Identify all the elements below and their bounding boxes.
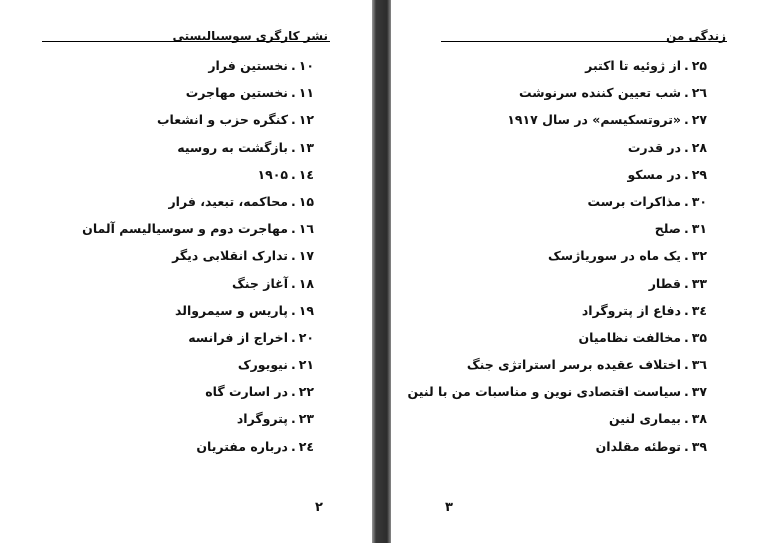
toc-entry-title: بازگشت به روسیه: [177, 139, 288, 155]
toc-entry-separator: .: [683, 139, 689, 155]
toc-entry-title: دفاع از پتروگراد: [581, 302, 681, 318]
toc-entry-separator: .: [683, 112, 689, 128]
toc-entry-separator: .: [683, 248, 689, 264]
toc-entry: [14, 324, 314, 351]
toc-entry-separator: .: [683, 329, 689, 345]
toc-entry-title: بیماری لنین: [608, 411, 681, 427]
toc-entry: [387, 297, 707, 324]
toc-entry: [387, 433, 707, 460]
toc-entry-title: اخراج از فرانسه: [188, 329, 288, 345]
right-toc-list: [387, 52, 707, 460]
right-header-rule: [441, 41, 727, 42]
toc-entry-separator: .: [683, 193, 689, 209]
toc-entry: [387, 161, 707, 188]
toc-entry-title: پاریس و سیمروالد: [175, 302, 288, 318]
toc-entry-title: در مسکو: [627, 166, 681, 182]
toc-entry-separator: .: [683, 166, 689, 182]
toc-entry-number: ۳۲: [691, 248, 707, 264]
toc-entry-title: ۱۹۰۵: [257, 166, 288, 182]
left-page: [0, 0, 372, 543]
toc-entry-number: ۲۰: [298, 329, 314, 345]
toc-entry: [387, 405, 707, 432]
toc-entry-number: ۱۱: [298, 85, 314, 101]
toc-entry: [14, 242, 314, 269]
toc-entry: [387, 351, 707, 378]
toc-entry-separator: .: [683, 357, 689, 373]
toc-entry-number: ۱۲: [298, 112, 314, 128]
toc-entry-number: ۲۲: [298, 384, 314, 400]
toc-entry-number: ۱۷: [298, 248, 314, 264]
toc-entry: [14, 52, 314, 79]
toc-entry-separator: .: [290, 112, 296, 128]
toc-entry: [14, 378, 314, 405]
right-running-header: زندگی من: [666, 29, 726, 43]
toc-entry-title: شب تعیین کننده سرنوشت: [519, 85, 681, 101]
toc-entry-separator: .: [683, 221, 689, 237]
toc-entry-number: ۳۰: [691, 193, 707, 209]
toc-entry-number: ۳۱: [691, 221, 707, 237]
toc-entry-title: اختلاف عقیده برسر استراتژی جنگ: [466, 357, 681, 373]
toc-entry-title: توطئه مقلدان: [595, 438, 681, 454]
toc-entry-number: ۲٦: [691, 85, 707, 101]
toc-entry-number: ۳۸: [691, 411, 707, 427]
toc-entry-title: محاکمه، تبعید، فرار: [168, 193, 288, 209]
toc-entry: [14, 134, 314, 161]
toc-entry-separator: .: [683, 275, 689, 291]
toc-entry-title: درباره مفتریان: [196, 438, 288, 454]
toc-entry-title: مخالفت نظامیان: [578, 329, 681, 345]
toc-entry: [387, 79, 707, 106]
toc-entry-separator: .: [290, 329, 296, 345]
toc-entry-number: ۱۸: [298, 275, 314, 291]
left-page-number: ۲: [315, 500, 323, 515]
toc-entry: [14, 106, 314, 133]
toc-entry-separator: .: [290, 221, 296, 237]
toc-entry-number: ۱۳: [298, 139, 314, 155]
toc-entry-separator: .: [290, 193, 296, 209]
toc-entry: [387, 215, 707, 242]
toc-entry-title: نخستین فرار: [208, 58, 288, 73]
toc-entry: [14, 161, 314, 188]
toc-entry-number: ۳۳: [691, 275, 707, 291]
toc-entry-number: ۱۹: [298, 302, 314, 318]
toc-entry-separator: .: [290, 438, 296, 454]
toc-entry: [387, 270, 707, 297]
toc-entry-title: کنگره حزب و انشعاب: [157, 112, 288, 128]
toc-entry-number: ۲۷: [691, 112, 707, 128]
toc-entry: [387, 52, 707, 79]
toc-entry: [14, 79, 314, 106]
toc-entry: [14, 188, 314, 215]
toc-entry-separator: .: [290, 139, 296, 155]
left-toc-list: [14, 52, 314, 460]
toc-entry-title: از ژوئیه تا اکتبر: [585, 58, 681, 73]
toc-entry: [387, 324, 707, 351]
toc-entry-number: ۲۹: [691, 166, 707, 182]
toc-entry-title: یک ماه در سوریاژسک: [548, 248, 681, 264]
toc-entry: [387, 188, 707, 215]
toc-entry: [14, 433, 314, 460]
toc-entry-number: ۳٦: [691, 357, 707, 373]
toc-entry-separator: .: [290, 248, 296, 264]
toc-entry-number: ۲۱: [298, 357, 314, 373]
toc-entry-number: ۳۹: [691, 438, 707, 454]
toc-entry-title: نخستین مهاجرت: [185, 85, 288, 101]
toc-entry: [387, 106, 707, 133]
toc-entry-number: ۳۷: [691, 384, 707, 400]
toc-entry-separator: .: [290, 384, 296, 400]
toc-entry-separator: .: [683, 438, 689, 454]
toc-entry: [387, 378, 707, 405]
right-page: [391, 0, 768, 543]
toc-entry: [14, 405, 314, 432]
toc-entry: [14, 297, 314, 324]
toc-entry: [14, 351, 314, 378]
toc-entry-number: ۱٦: [298, 221, 314, 237]
toc-entry-number: ۱۵: [298, 193, 314, 209]
toc-entry-separator: .: [290, 275, 296, 291]
toc-entry-separator: .: [683, 411, 689, 427]
toc-entry-title: مهاجرت دوم و سوسیالیسم آلمان: [82, 221, 288, 237]
toc-entry: [14, 215, 314, 242]
toc-entry-title: سیاست اقتصادی نوین و مناسبات من با لنین: [407, 384, 681, 400]
toc-entry-title: تدارک انقلابی دیگر: [172, 248, 288, 264]
toc-entry-title: نیویورک: [237, 357, 288, 373]
toc-entry-separator: .: [290, 166, 296, 182]
toc-entry-number: ۲۵: [691, 58, 707, 73]
toc-entry-separator: .: [290, 85, 296, 101]
toc-entry-number: ۳٤: [691, 302, 707, 318]
toc-entry-title: پتروگراد: [236, 411, 288, 427]
toc-entry-title: مذاکرات برست: [587, 193, 681, 209]
toc-entry: [387, 134, 707, 161]
toc-entry-separator: .: [290, 58, 296, 73]
toc-entry-number: ۲٤: [298, 438, 314, 454]
toc-entry-title: صلح: [654, 221, 681, 237]
toc-entry-separator: .: [683, 302, 689, 318]
toc-entry-separator: .: [290, 411, 296, 427]
toc-entry-title: در اسارت گاه: [205, 384, 288, 400]
toc-entry-title: در قدرت: [627, 139, 681, 155]
toc-entry: [387, 242, 707, 269]
toc-entry-number: ۲۸: [691, 139, 707, 155]
toc-entry-number: ۱۰: [298, 58, 314, 73]
toc-entry-separator: .: [290, 357, 296, 373]
right-page-number: ۳: [445, 500, 453, 515]
toc-entry-number: ۱٤: [298, 166, 314, 182]
left-header-rule: [42, 41, 330, 42]
toc-entry-number: ۳۵: [691, 329, 707, 345]
toc-entry-title: آغاز جنگ: [232, 275, 288, 291]
toc-entry: [14, 270, 314, 297]
toc-entry-separator: .: [683, 58, 689, 73]
toc-entry-title: قطار: [648, 275, 681, 291]
toc-entry-separator: .: [290, 302, 296, 318]
toc-entry-title: «تروتسکیسم» در سال ۱۹۱۷: [507, 112, 681, 128]
toc-entry-separator: .: [683, 85, 689, 101]
toc-entry-number: ۲۳: [298, 411, 314, 427]
left-running-header: نشر کارگری سوسیالیستی: [172, 29, 328, 43]
toc-entry-separator: .: [683, 384, 689, 400]
